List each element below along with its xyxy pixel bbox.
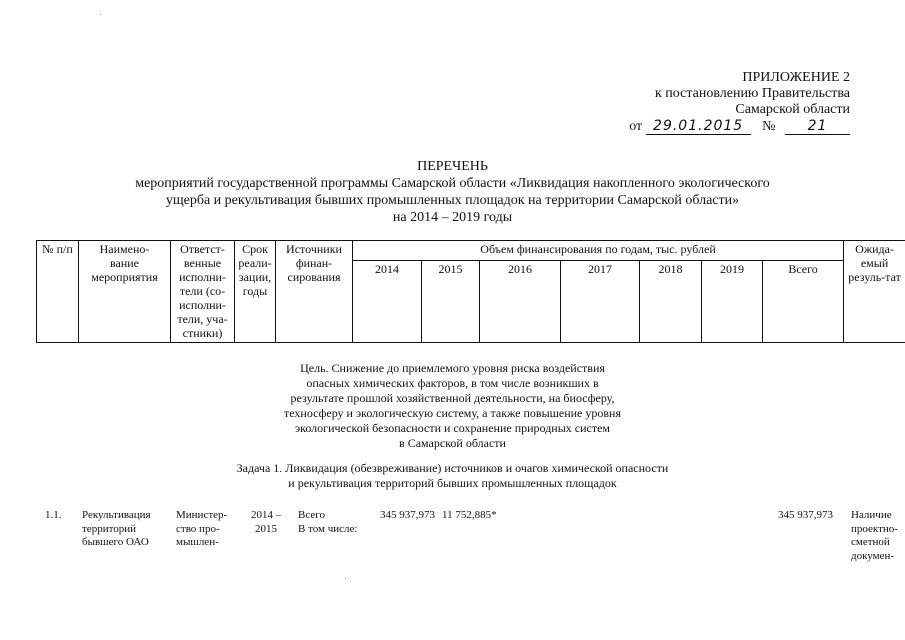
document-heading: ПЕРЕЧЕНЬ <box>417 159 488 174</box>
document-title-line-2: ущерба и рекультивация бывших промышленных площадок на территории Самарской области» <box>165 193 740 208</box>
goal-line: экологической безопасности и сохранение природных систем <box>294 421 611 435</box>
header-cell-source: Источники финан-сирования <box>276 241 353 343</box>
goal-line: результате прошлой хозяйственной деятельности, на биосферу, <box>290 391 615 405</box>
appendix-block <box>600 70 850 134</box>
task-block <box>0 461 905 491</box>
header-cell-term: Срок реали-зации, годы <box>235 241 276 343</box>
scan-speck <box>345 578 346 579</box>
row-result-line: сметной <box>851 536 890 548</box>
row-name-line: территорий <box>82 522 137 535</box>
task-line: Задача 1. Ликвидация (обезвреживание) источников и очагов химической опасности <box>236 461 669 475</box>
handwritten-number: 21 <box>785 118 850 135</box>
header-year-2016: 2016 <box>480 261 561 343</box>
header-year-2019: 2019 <box>702 261 763 343</box>
number-prefix: № <box>762 119 776 134</box>
row-responsible <box>176 509 227 550</box>
row-source <box>298 509 357 536</box>
header-cell-name: Наимено-вание мероприятия <box>79 241 171 343</box>
goal-block <box>0 361 905 451</box>
row-source-line: Всего <box>298 509 325 521</box>
row-name <box>82 509 151 550</box>
row-number: 1.1. <box>45 509 62 521</box>
row-name-line: бывшего ОАО <box>82 536 149 548</box>
goal-line: в Самарской области <box>399 436 506 450</box>
row-term <box>251 509 281 536</box>
row-result <box>851 509 898 563</box>
handwritten-date: 29.01.2015 <box>646 118 751 135</box>
row-responsible-line: мышлен- <box>176 536 219 548</box>
header-cell-volume: Объем финансирования по годам, тыс. рублей <box>353 241 844 261</box>
header-year-2018: 2018 <box>640 261 702 343</box>
header-year-2017: 2017 <box>561 261 640 343</box>
row-result-line: Наличие <box>851 509 892 521</box>
document-title-line-1: мероприятий государственной программы Самарской области «Ликвидация накопленного экологического <box>135 176 770 191</box>
row-value-2014: 345 937,973 <box>380 509 435 521</box>
row-result-line: докумен- <box>851 549 895 562</box>
financing-table-header <box>36 240 905 343</box>
appendix-subtitle: к постановлению Правительства <box>654 86 850 101</box>
header-cell-result: Ожида-емый резуль-тат <box>844 241 905 343</box>
date-prefix: от <box>629 119 643 134</box>
appendix-date-line <box>629 118 850 135</box>
goal-line: опасных химических факторов, в том числе возникших в <box>306 376 599 390</box>
row-responsible-line: ство про- <box>176 522 220 535</box>
task-line: и рекультивация территорий бывших промышленных площадок <box>288 476 617 490</box>
appendix-title: ПРИЛОЖЕНИЕ 2 <box>742 70 850 85</box>
document-title-block <box>0 158 905 226</box>
header-total: Всего <box>763 261 844 343</box>
goal-line: Цель. Снижение до приемлемого уровня риска воздействия <box>300 361 605 375</box>
goal-line: техносферу и экологическую систему, а также повышение уровня <box>284 406 621 420</box>
row-term-line: 2014 – <box>251 509 282 521</box>
document-title-line-3: на 2014 – 2019 годы <box>392 210 513 225</box>
scan-speck <box>100 14 101 15</box>
appendix-region: Самарской области <box>735 102 850 117</box>
row-responsible-line: Министер- <box>176 509 228 521</box>
header-year-2014: 2014 <box>353 261 422 343</box>
header-cell-responsible: Ответст-венные исполни-тели (со-исполни-тели, уча-стники) <box>171 241 235 343</box>
row-term-line: 2015 <box>255 522 277 535</box>
header-year-2015: 2015 <box>422 261 480 343</box>
row-value-2015: 11 752,885* <box>442 509 497 521</box>
header-cell-number: № п/п <box>37 241 79 343</box>
row-value-total: 345 937,973 <box>778 509 833 521</box>
row-source-line: В том числе: <box>298 522 358 535</box>
row-result-line: проектно- <box>851 522 898 535</box>
row-name-line: Рекультивация <box>82 509 151 521</box>
